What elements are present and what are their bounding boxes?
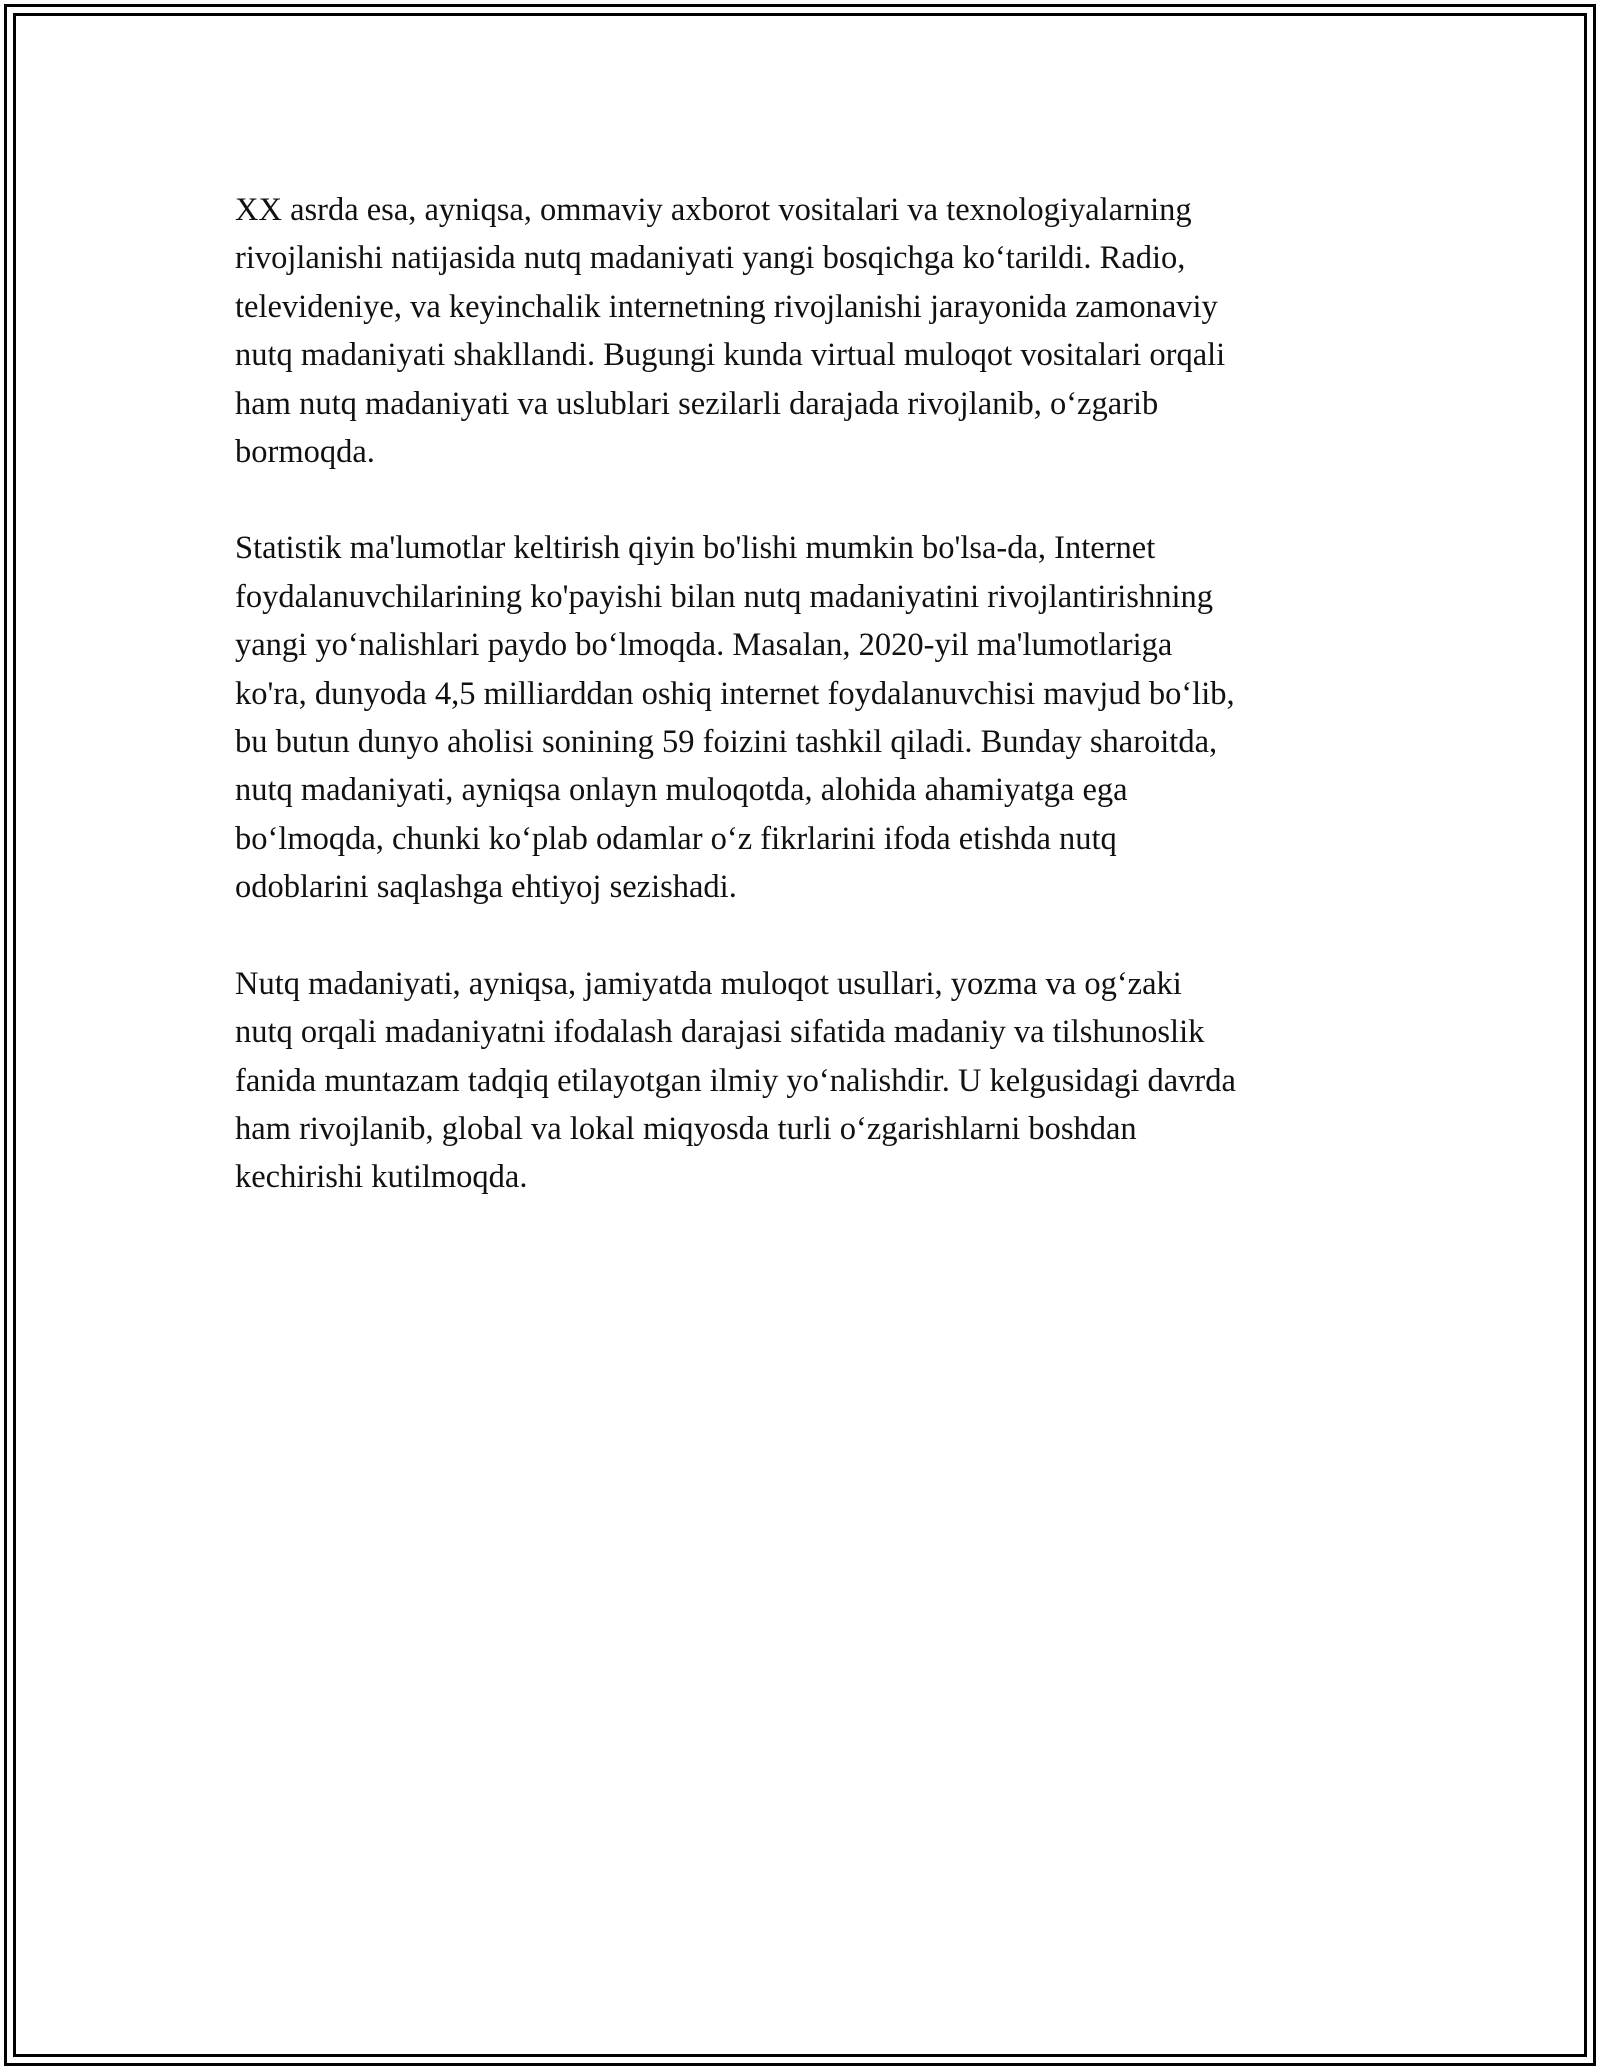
paragraph-line: bo‘lmoqda, chunki ko‘plab odamlar o‘z fikrlarini ifoda etishda nutq (235, 820, 1117, 857)
paragraph-line: foydalanuvchilarining ko'payishi bilan nutq madaniyatini rivojlantirishning (235, 578, 1213, 615)
paragraph-line: nutq madaniyati shakllandi. Bugungi kunda virtual muloqot vositalari orqali (235, 337, 1226, 374)
paragraph-line: kechirishi kutilmoqda. (235, 1159, 528, 1196)
paragraph-line: rivojlanishi natijasida nutq madaniyati yangi bosqichga ko‘tarildi. Radio, (235, 240, 1186, 277)
paragraph-line: ham nutq madaniyati va uslublari sezilarli darajada rivojlanib, o‘zgarib (235, 385, 1159, 422)
paragraph-line: nutq orqali madaniyatni ifodalash darajasi sifatida madaniy va tilshunoslik (235, 1014, 1205, 1051)
document-body (235, 186, 1370, 1250)
paragraph-line: ko'ra, dunyoda 4,5 milliarddan oshiq internet foydalanuvchisi mavjud bo‘lib, (235, 675, 1235, 712)
paragraph-line: odoblarini saqlashga ehtiyoj sezishadi. (235, 869, 737, 906)
paragraph-line: fanida muntazam tadqiq etilayotgan ilmiy yo‘nalishdir. U kelgusidagi davrda (235, 1062, 1236, 1099)
paragraph-line: ham rivojlanib, global va lokal miqyosda turli o‘zgarishlarni boshdan (235, 1110, 1137, 1147)
paragraph-3 (235, 960, 1370, 1202)
paragraph-2 (235, 524, 1370, 911)
paragraph-line: Nutq madaniyati, ayniqsa, jamiyatda muloqot usullari, yozma va og‘zaki (235, 965, 1182, 1002)
paragraph-line: nutq madaniyati, ayniqsa onlayn muloqotda, alohida ahamiyatga ega (235, 772, 1128, 809)
paragraph-line: bu butun dunyo aholisi sonining 59 foizini tashkil qiladi. Bunday sharoitda, (235, 724, 1218, 761)
paragraph-line: Statistik ma'lumotlar keltirish qiyin bo'lishi mumkin bo'lsa-da, Internet (235, 530, 1156, 567)
paragraph-line: televideniye, va keyinchalik internetning rivojlanishi jarayonida zamonaviy (235, 288, 1218, 325)
paragraph-line: bormoqda. (235, 434, 375, 471)
paragraph-line: yangi yo‘nalishlari paydo bo‘lmoqda. Masalan, 2020-yil ma'lumotlariga (235, 627, 1173, 664)
paragraph-line: XX asrda esa, ayniqsa, ommaviy axborot vositalari va texnologiyalarning (235, 192, 1192, 228)
paragraph-1 (235, 186, 1370, 476)
